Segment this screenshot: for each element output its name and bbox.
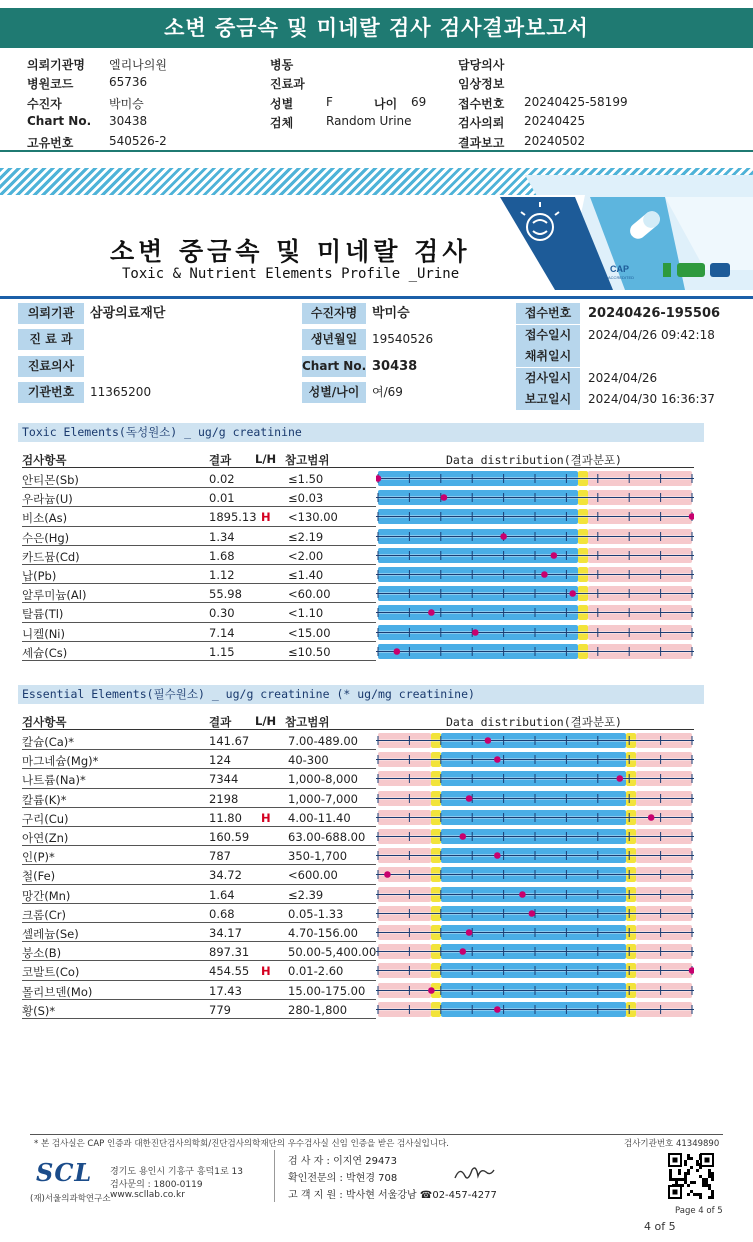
test-name: 탈륨(Tl)	[22, 607, 64, 622]
meta-value: 11365200	[90, 385, 152, 399]
test-ref: ≤2.19	[288, 529, 324, 544]
table-row	[22, 507, 694, 526]
info-label: 접수번호	[458, 96, 505, 111]
distribution-bar	[376, 488, 694, 507]
header-lh: L/H	[255, 452, 277, 466]
result-marker	[384, 872, 391, 879]
report-title: 소변 중금속 및 미네랄 검사 검사결과보고서	[0, 8, 753, 48]
test-result: 2198	[209, 791, 239, 806]
meta-value: 19540526	[372, 332, 434, 346]
table-row	[22, 769, 694, 788]
distribution-bar	[376, 942, 694, 961]
result-marker	[459, 948, 466, 955]
test-name: 마그네슘(Mg)*	[22, 754, 99, 769]
info-row	[0, 132, 753, 151]
test-result: 124	[209, 753, 231, 768]
info-value: 69	[411, 94, 427, 109]
result-marker	[519, 891, 526, 898]
meta-value: 박미승	[372, 306, 410, 321]
distribution-bar	[376, 885, 694, 904]
meta-label: 생년월일	[302, 329, 366, 350]
meta-label: 접수번호	[516, 303, 580, 324]
test-result: 34.72	[209, 868, 242, 883]
accredited-badge: ACCREDITED	[608, 275, 635, 280]
table-row	[22, 885, 694, 904]
meta-value	[84, 329, 300, 350]
distribution-bar	[376, 981, 694, 1000]
meta-value: 20240426-195506	[588, 306, 721, 321]
distribution-bar	[376, 789, 694, 808]
table-row	[22, 904, 694, 923]
toxic-table-header	[22, 450, 694, 468]
distribution-bar	[376, 961, 694, 980]
distribution-bar	[376, 750, 694, 769]
info-label: 의뢰기관명	[27, 58, 85, 72]
test-ref: 40-300	[288, 753, 329, 768]
meta-label: 진 료 과	[18, 329, 84, 350]
test-ref: ≤2.39	[288, 887, 324, 902]
test-result: 779	[209, 1002, 231, 1017]
test-ref: 50.00-5,400.00	[288, 945, 377, 960]
test-ref: 350-1,700	[288, 849, 348, 864]
table-row	[22, 1000, 694, 1019]
test-ref: ≤10.50	[288, 644, 331, 659]
test-ref: <15.00	[288, 625, 331, 640]
table-row	[22, 731, 694, 750]
distribution-bar	[376, 584, 694, 603]
test-name: 붕소(B)	[22, 946, 62, 961]
meta-value: 2024/04/30 16:36:37	[588, 392, 715, 406]
info-value: F	[326, 94, 333, 109]
test-ref: 280-1,800	[288, 1002, 348, 1017]
info-label: 성별	[270, 96, 294, 111]
info-value: 540526-2	[109, 133, 167, 148]
row-underline	[22, 660, 376, 661]
info-value: 엘리나의원	[109, 58, 167, 72]
meta-label: 수진자명	[302, 303, 366, 324]
result-marker	[500, 533, 507, 540]
test-result: 141.67	[209, 734, 250, 748]
test-result: 0.01	[209, 491, 235, 506]
info-label: 병원코드	[27, 77, 74, 92]
result-marker	[551, 552, 558, 559]
test-ref: 15.00-175.00	[288, 983, 366, 998]
info-label: 검사의뢰	[458, 116, 505, 131]
page-number-small: Page 4 of 5	[675, 1206, 723, 1216]
distribution-bar	[376, 546, 694, 565]
test-ref: 1,000-8,000	[288, 772, 358, 787]
result-marker	[466, 929, 473, 936]
essential-table-header	[22, 712, 694, 730]
hero-subtitle: Toxic & Nutrient Elements Profile _Urine	[122, 266, 460, 282]
info-value: 20240425	[524, 114, 586, 129]
test-result: 897.31	[209, 945, 250, 960]
test-name: 황(S)*	[22, 1003, 56, 1018]
distribution-bar	[376, 865, 694, 884]
info-label: 담당의사	[458, 58, 505, 72]
test-result: 55.98	[209, 587, 242, 602]
patient-info	[0, 54, 753, 151]
distribution-bar	[376, 1000, 694, 1019]
table-row	[22, 942, 694, 961]
info-row	[0, 93, 753, 112]
hero-graphic	[495, 175, 753, 290]
info-label: 검체	[270, 116, 294, 131]
website-link[interactable]: www.scllab.co.kr	[110, 1190, 185, 1200]
result-marker	[541, 571, 548, 578]
test-name: 니켈(Ni)	[22, 626, 65, 641]
table-row	[22, 546, 694, 565]
info-value: 65736	[109, 75, 148, 90]
test-result: 1.15	[209, 644, 235, 659]
test-name: 카드뮴(Cd)	[22, 549, 80, 564]
table-row	[22, 865, 694, 884]
page-number: 4 of 5	[644, 1220, 676, 1233]
test-name: 비소(As)	[22, 511, 68, 526]
meta-value	[582, 346, 704, 367]
header-ref: 참고범위	[285, 453, 330, 467]
test-name: 코발트(Co)	[22, 965, 80, 980]
meta-label: 접수일시	[516, 325, 580, 346]
header-ref: 참고범위	[285, 715, 330, 729]
meta-value: 여/69	[372, 385, 403, 399]
test-ref: ≤0.03	[288, 491, 324, 506]
logo-subtitle: (재)서울의과학연구소	[30, 1194, 111, 1204]
meta-value: 30438	[372, 359, 418, 374]
distribution-bar	[376, 623, 694, 642]
test-ref: ≤1.50	[288, 472, 324, 486]
test-ref: <60.00	[288, 587, 331, 602]
result-marker	[472, 629, 479, 636]
result-marker	[485, 737, 492, 744]
table-row	[22, 981, 694, 1000]
test-result: 0.68	[209, 906, 235, 921]
table-row	[22, 488, 694, 507]
info-value: 박미승	[109, 96, 144, 111]
test-ref: <2.00	[288, 548, 324, 563]
test-result: 17.43	[209, 983, 242, 998]
test-ref: <600.00	[288, 868, 338, 883]
header-result: 결과	[209, 715, 232, 729]
result-marker	[466, 795, 473, 802]
result-marker	[529, 910, 536, 917]
customer-support: 고 객 지 원 : 박사현 서울강남 ☎02-457-4277	[288, 1190, 497, 1201]
divider	[0, 150, 753, 152]
test-ref: 63.00-688.00	[288, 830, 366, 844]
test-ref: 1,000-7,000	[288, 791, 358, 806]
table-row	[22, 961, 694, 980]
test-name: 수은(Hg)	[22, 530, 70, 545]
info-label: 진료과	[270, 77, 305, 92]
distribution-bar	[376, 923, 694, 942]
result-marker	[494, 756, 501, 763]
test-result: 1.34	[209, 529, 235, 544]
test-result: 1.68	[209, 548, 235, 563]
inquiry-phone: 검사문의 : 1800-0119	[110, 1180, 203, 1190]
test-ref: 0.05-1.33	[288, 906, 344, 921]
test-result: 454.55	[209, 964, 250, 979]
info-label: 고유번호	[27, 135, 74, 150]
test-ref: 4.00-11.40	[288, 810, 351, 825]
table-row	[22, 827, 694, 846]
table-row	[22, 527, 694, 546]
test-name: 나트륨(Na)*	[22, 773, 86, 788]
header-dist: Data distribution(결과분포)	[446, 715, 622, 729]
test-name: 납(Pb)	[22, 569, 57, 583]
test-flag: H	[261, 810, 271, 825]
footer-note: * 본 검사실은 CAP 인증과 대한진단검사의학회/진단검사의학재단의 우수검사실 신임 인증을 받은 검사실입니다.	[34, 1139, 449, 1149]
info-label: 병동	[270, 58, 294, 72]
meta-value: 삼광의료재단	[90, 306, 166, 321]
result-marker	[428, 987, 435, 994]
test-result: 787	[209, 849, 231, 864]
info-label: Chart No.	[27, 114, 92, 129]
distribution-bar	[376, 731, 694, 750]
test-name: 알루미늄(Al)	[22, 588, 87, 603]
header-item: 검사항목	[22, 715, 67, 729]
distribution-bar	[376, 603, 694, 622]
essential-section-title: Essential Elements(필수원소) _ ug/g creatinine (* ug/mg creatinine)	[18, 685, 704, 704]
table-row	[22, 623, 694, 642]
info-label: 수진자	[27, 96, 62, 111]
table-row	[22, 642, 694, 661]
result-marker	[394, 648, 401, 655]
test-result: 160.59	[209, 830, 250, 844]
meta-label: 기관번호	[18, 382, 84, 403]
info-row	[0, 73, 753, 92]
info-row	[0, 112, 753, 131]
info-value: 20240425-58199	[524, 94, 628, 109]
result-marker	[459, 833, 466, 840]
test-name: 셀레늄(Se)	[22, 927, 79, 941]
meta-label: Chart No.	[302, 356, 366, 377]
test-ref: 0.01-2.60	[288, 964, 344, 979]
test-result: 7344	[209, 772, 239, 787]
result-marker	[494, 1006, 501, 1013]
examiner: 검 사 자 : 이지연 29473	[288, 1156, 398, 1167]
qr-code-icon	[668, 1153, 714, 1199]
table-row	[22, 750, 694, 769]
meta-label: 진료의사	[18, 356, 84, 377]
test-ref: <1.10	[288, 606, 324, 621]
info-value: 20240502	[524, 133, 586, 148]
distribution-bar	[376, 827, 694, 846]
info-value: Random Urine	[326, 114, 412, 129]
signature-icon	[452, 1162, 496, 1186]
toxic-section-title: Toxic Elements(독성원소) _ ug/g creatinine	[18, 423, 704, 442]
info-row	[0, 54, 753, 73]
divider	[0, 296, 753, 299]
result-marker	[441, 494, 448, 501]
test-name: 망간(Mn)	[22, 888, 71, 903]
result-marker	[648, 814, 655, 821]
test-result: 0.30	[209, 606, 235, 621]
test-name: 칼슘(Ca)*	[22, 735, 75, 749]
table-row	[22, 923, 694, 942]
distribution-bar	[376, 769, 694, 788]
address: 경기도 용인시 기흥구 흥덕1로 13	[110, 1167, 243, 1177]
test-flag: H	[261, 510, 271, 525]
test-name: 안티몬(Sb)	[22, 473, 79, 487]
table-row	[22, 808, 694, 827]
test-name: 아연(Zn)	[22, 831, 69, 845]
header-result: 결과	[209, 453, 232, 467]
distribution-bar	[376, 469, 694, 488]
table-row	[22, 603, 694, 622]
info-label: 나이	[374, 96, 398, 111]
meta-value: 2024/04/26 09:42:18	[588, 328, 715, 342]
test-ref: 4.70-156.00	[288, 926, 358, 940]
test-result: 34.17	[209, 926, 242, 940]
test-result: 1.64	[209, 887, 235, 902]
test-ref: 7.00-489.00	[288, 734, 358, 748]
meta-label: 채취일시	[516, 346, 580, 367]
distribution-bar	[376, 565, 694, 584]
result-marker	[616, 776, 623, 783]
test-name: 칼륨(K)*	[22, 792, 67, 807]
distribution-bar	[376, 904, 694, 923]
info-label: 임상정보	[458, 77, 505, 92]
meta-label: 성별/나이	[302, 382, 366, 403]
meta-value: 2024/04/26	[588, 371, 658, 385]
footer-divider	[30, 1134, 723, 1135]
test-result: 11.80	[209, 810, 242, 825]
cap-badge: CAP	[610, 264, 630, 274]
meta-label: 의뢰기관	[18, 303, 84, 324]
distribution-bar	[376, 527, 694, 546]
agency-code: 검사기관번호 41349890	[624, 1139, 720, 1149]
footer-vline	[274, 1150, 275, 1202]
header-dist: Data distribution(결과분포)	[446, 453, 622, 467]
result-marker	[569, 590, 576, 597]
table-row	[22, 789, 694, 808]
header-item: 검사항목	[22, 453, 67, 467]
row-underline	[22, 1018, 376, 1019]
test-result: 1.12	[209, 568, 235, 582]
distribution-bar	[376, 808, 694, 827]
table-row	[22, 846, 694, 865]
test-name: 철(Fe)	[22, 869, 56, 884]
test-ref: ≤1.40	[288, 568, 324, 582]
table-row	[22, 565, 694, 584]
distribution-bar	[376, 846, 694, 865]
test-name: 세슘(Cs)	[22, 645, 68, 660]
test-ref: <130.00	[288, 510, 338, 525]
meta-value	[84, 356, 300, 377]
header-lh: L/H	[255, 714, 277, 728]
test-name: 우라늄(U)	[22, 492, 73, 507]
info-value: 30438	[109, 114, 148, 129]
distribution-bar	[376, 642, 694, 661]
test-name: 인(P)*	[22, 850, 55, 865]
specialist: 확인전문의 : 박현경 708	[288, 1173, 398, 1184]
result-marker	[428, 610, 435, 617]
test-result: 7.14	[209, 625, 235, 640]
test-result: 1895.13	[209, 510, 257, 525]
test-name: 크롬(Cr)	[22, 907, 66, 922]
test-name: 몰리브덴(Mo)	[22, 984, 93, 999]
meta-label: 보고일시	[516, 389, 580, 410]
test-flag: H	[261, 964, 271, 979]
scl-logo: SCL	[36, 1158, 93, 1187]
table-row	[22, 584, 694, 603]
test-name: 구리(Cu)	[22, 811, 69, 826]
info-label: 결과보고	[458, 135, 505, 150]
meta-label: 검사일시	[516, 368, 580, 389]
result-marker	[494, 852, 501, 859]
hero-title: 소변 중금속 및 미네랄 검사	[110, 237, 471, 266]
distribution-bar	[376, 507, 694, 526]
test-result: 0.02	[209, 472, 235, 486]
table-row	[22, 469, 694, 488]
